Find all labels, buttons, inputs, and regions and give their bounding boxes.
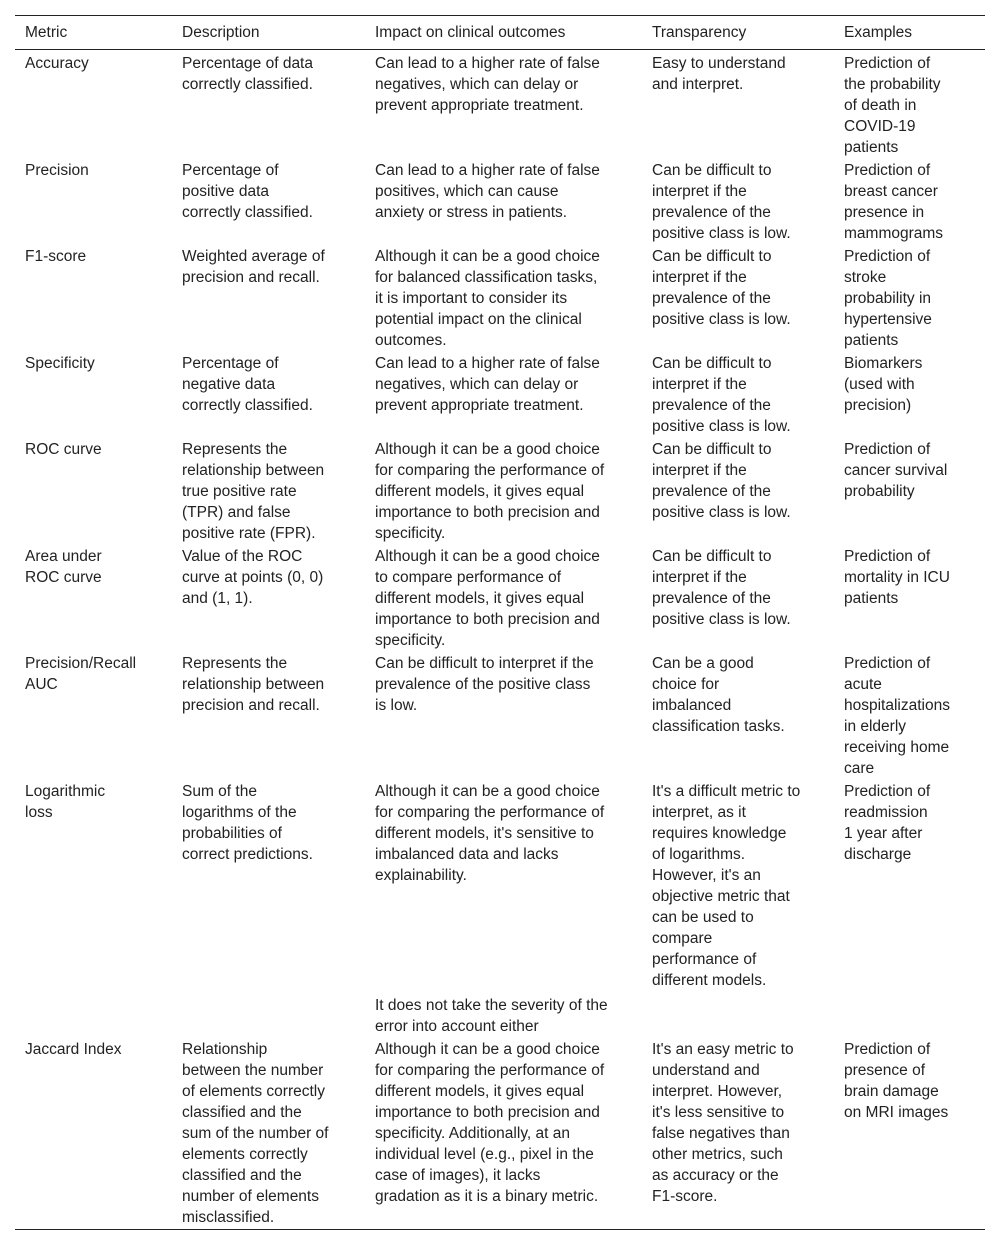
cell-text: Percentage of negative data correctly classified. — [182, 355, 313, 414]
cell-impact — [365, 245, 642, 352]
cell-metric — [15, 545, 172, 652]
header-description: Description — [182, 24, 260, 41]
cell-text: Area under ROC curve — [25, 548, 102, 586]
cell-text: Although it can be a good choice for comparing the performance of different models, it's sensitive to imbalanced data and lacks explainability. — [375, 783, 605, 884]
table-row — [15, 245, 985, 352]
table-row — [15, 545, 985, 652]
cell-text: Can be difficult to interpret if the prevalence of the positive class is low. — [652, 441, 791, 521]
cell-transparency — [642, 352, 834, 438]
cell-text: Although it can be a good choice for comparing the performance of different models, it gives equal importance to both precision and specificity. — [375, 441, 605, 542]
cell-examples — [834, 50, 985, 160]
cell-transparency — [642, 159, 834, 245]
cell-description — [172, 352, 365, 438]
cell-transparency — [642, 245, 834, 352]
cell-impact — [365, 438, 642, 545]
cell-impact — [365, 780, 642, 992]
cell-metric — [15, 1038, 172, 1230]
cell-text: Prediction of presence of brain damage on MRI images — [844, 1041, 949, 1121]
table-row-note — [15, 992, 985, 1038]
cell-metric — [15, 50, 172, 160]
cell-text: It's an easy metric to understand and interpret. However, it's less sensitive to false negatives than other metrics, such as accuracy or the F1-score. — [652, 1041, 794, 1205]
cell-text: Weighted average of precision and recall. — [182, 248, 325, 286]
cell-examples — [834, 438, 985, 545]
cell-text: Prediction of stroke probability in hypertensive patients — [844, 248, 932, 349]
cell-text: Although it can be a good choice to compare performance of different models, it gives equal importance to both precision and specificity. — [375, 548, 600, 649]
cell-description — [172, 545, 365, 652]
cell-impact — [365, 1038, 642, 1230]
cell-examples — [834, 652, 985, 780]
cell-text: Percentage of positive data correctly classified. — [182, 162, 313, 221]
cell-metric — [15, 780, 172, 992]
header-transparency: Transparency — [652, 24, 747, 41]
cell-impact — [365, 992, 642, 1038]
cell-description — [172, 992, 365, 1038]
table-row — [15, 438, 985, 545]
cell-text: Prediction of cancer survival probability — [844, 441, 948, 500]
cell-examples — [834, 1038, 985, 1230]
cell-text: Prediction of mortality in ICU patients — [844, 548, 950, 607]
cell-text: Can be difficult to interpret if the prevalence of the positive class is low. — [375, 655, 594, 714]
cell-text: Can lead to a higher rate of false negatives, which can delay or prevent appropriate treatment. — [375, 355, 600, 414]
cell-text: Relationship between the number of elements correctly classified and the sum of the number of elements correctly classified and the number of elements misclassified. — [182, 1041, 329, 1226]
cell-metric — [15, 352, 172, 438]
cell-impact — [365, 652, 642, 780]
cell-transparency — [642, 1038, 834, 1230]
cell-impact — [365, 545, 642, 652]
cell-transparency — [642, 992, 834, 1038]
cell-text: Prediction of the probability of death in COVID-19 patients — [844, 55, 941, 156]
cell-metric — [15, 159, 172, 245]
table-row — [15, 780, 985, 992]
cell-text: Can be a good choice for imbalanced classification tasks. — [652, 655, 785, 735]
cell-examples — [834, 780, 985, 992]
cell-text: F1-score — [25, 248, 87, 265]
cell-description — [172, 50, 365, 160]
cell-text: Logarithmic loss — [25, 783, 106, 821]
cell-text: Prediction of breast cancer presence in mammograms — [844, 162, 944, 242]
cell-impact — [365, 159, 642, 245]
cell-transparency — [642, 652, 834, 780]
cell-description — [172, 652, 365, 780]
table-row — [15, 352, 985, 438]
cell-transparency — [642, 50, 834, 160]
cell-description — [172, 780, 365, 992]
cell-transparency — [642, 438, 834, 545]
table-row — [15, 1038, 985, 1230]
cell-text: ROC curve — [25, 441, 102, 458]
table-row — [15, 159, 985, 245]
cell-text: Value of the ROC curve at points (0, 0) and (1, 1). — [182, 548, 324, 607]
cell-text: Can lead to a higher rate of false negatives, which can delay or prevent appropriate treatment. — [375, 55, 600, 114]
cell-text: Although it can be a good choice for comparing the performance of different models, it gives equal importance to both precision and specificity. Additionally, at an individual level (e.g., pixel in the case of images), it lacks gradation as it is a binary metric. — [375, 1041, 605, 1205]
metrics-table-container — [15, 15, 985, 1230]
cell-text: Although it can be a good choice for balanced classification tasks, it is important to consider its potential impact on the clinical outcomes. — [375, 248, 600, 349]
cell-metric — [15, 652, 172, 780]
cell-text: Easy to understand and interpret. — [652, 55, 786, 93]
cell-text: Represents the relationship between precision and recall. — [182, 655, 325, 714]
cell-text: Can be difficult to interpret if the prevalence of the positive class is low. — [652, 355, 791, 435]
cell-transparency — [642, 780, 834, 992]
cell-text: Can be difficult to interpret if the prevalence of the positive class is low. — [652, 248, 791, 328]
cell-transparency — [642, 545, 834, 652]
cell-text: Prediction of readmission 1 year after discharge — [844, 783, 931, 863]
cell-impact — [365, 50, 642, 160]
cell-description — [172, 245, 365, 352]
cell-examples — [834, 159, 985, 245]
header-impact: Impact on clinical outcomes — [375, 24, 566, 41]
cell-text: Percentage of data correctly classified. — [182, 55, 313, 93]
cell-text: Precision — [25, 162, 89, 179]
cell-text: Specificity — [25, 355, 95, 372]
cell-text: Can be difficult to interpret if the prevalence of the positive class is low. — [652, 548, 791, 628]
table-row — [15, 652, 985, 780]
cell-description — [172, 438, 365, 545]
cell-examples — [834, 992, 985, 1038]
header-row — [15, 16, 985, 50]
cell-text: Biomarkers (used with precision) — [844, 355, 923, 414]
cell-text: Accuracy — [25, 55, 89, 72]
cell-description — [172, 159, 365, 245]
cell-text: Prediction of acute hospitalizations in elderly receiving home care — [844, 655, 950, 777]
cell-text: Represents the relationship between true positive rate (TPR) and false positive rate (FPR). — [182, 441, 325, 542]
cell-examples — [834, 545, 985, 652]
cell-examples — [834, 352, 985, 438]
cell-text: Jaccard Index — [25, 1041, 122, 1058]
header-metric: Metric — [25, 24, 68, 41]
header-examples: Examples — [844, 24, 913, 41]
cell-description — [172, 1038, 365, 1230]
cell-metric — [15, 438, 172, 545]
cell-text: Sum of the logarithms of the probabilities of correct predictions. — [182, 783, 313, 863]
cell-metric — [15, 245, 172, 352]
metrics-table — [15, 15, 985, 1230]
cell-text: It does not take the severity of the error into account either — [375, 997, 608, 1035]
cell-examples — [834, 245, 985, 352]
cell-text: Precision/Recall AUC — [25, 655, 137, 693]
cell-text: It's a difficult metric to interpret, as it requires knowledge of logarithms. However, it's an objective metric that can be used to compare performance of different models. — [652, 783, 801, 989]
cell-metric — [15, 992, 172, 1038]
cell-text: Can be difficult to interpret if the prevalence of the positive class is low. — [652, 162, 791, 242]
cell-impact — [365, 352, 642, 438]
cell-text: Can lead to a higher rate of false positives, which can cause anxiety or stress in patients. — [375, 162, 600, 221]
table-row — [15, 50, 985, 160]
